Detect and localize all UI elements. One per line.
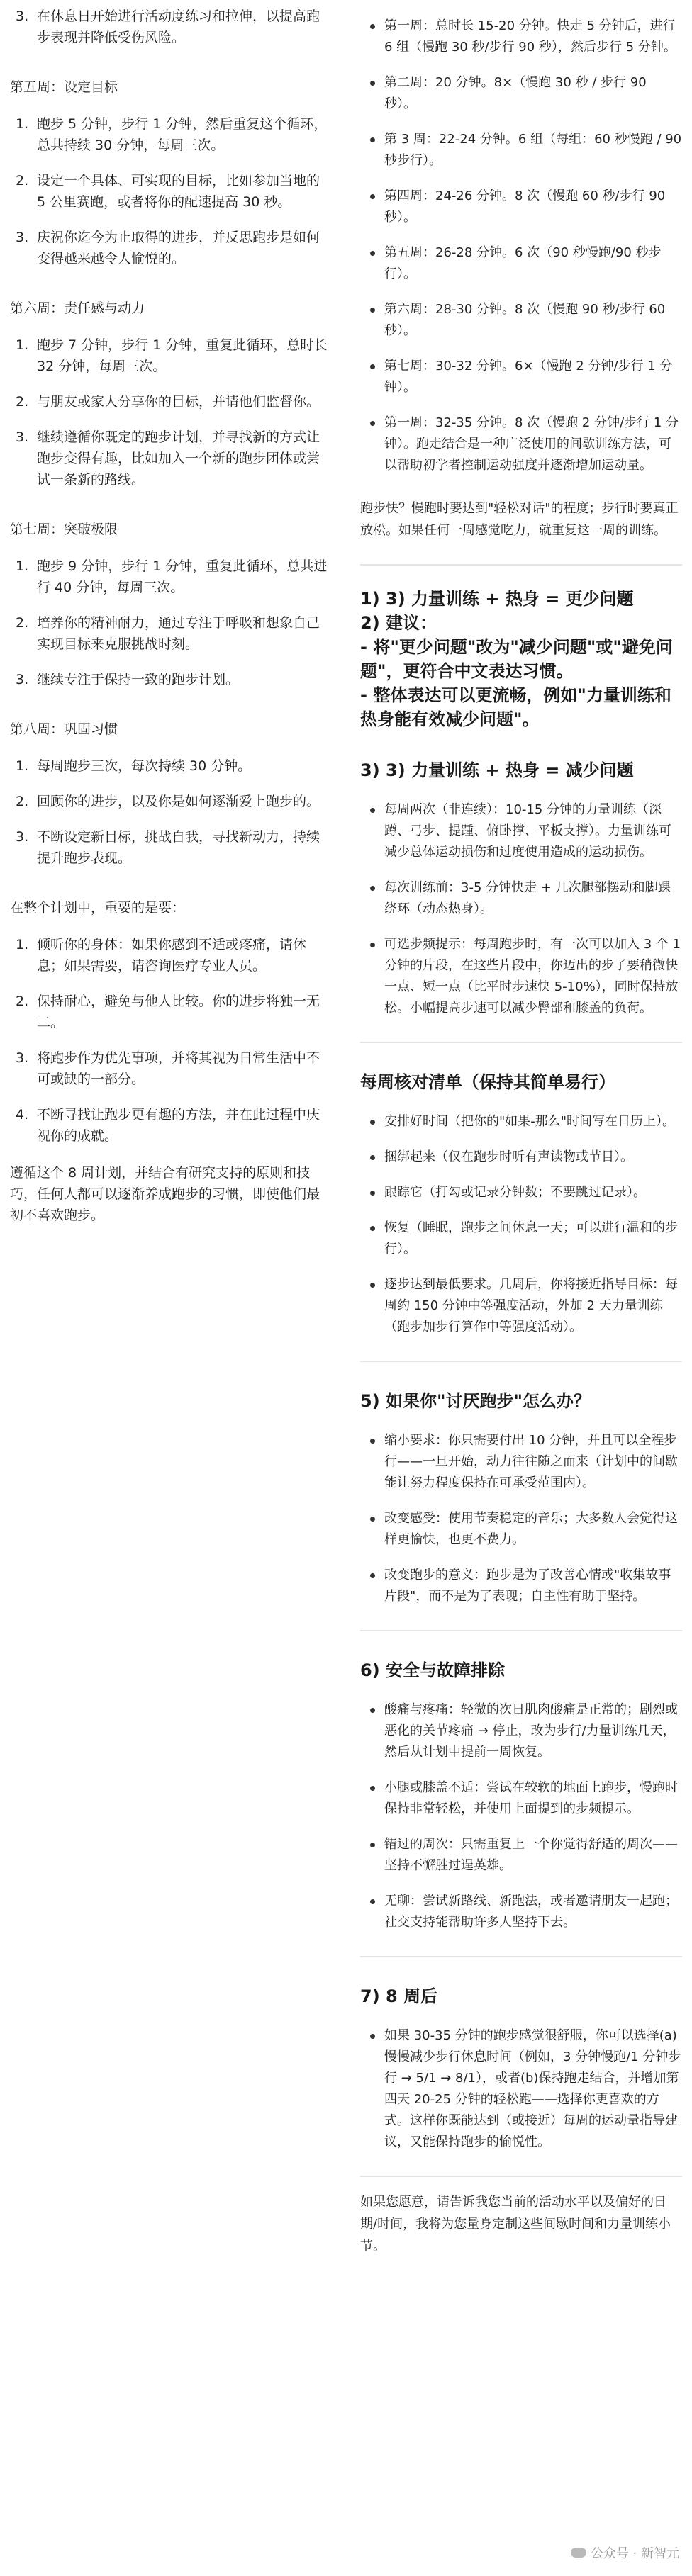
suggestion-line-1: - 将"更少问题"改为"减少问题"或"避免问题"，更符合中文表达习惯。	[360, 637, 673, 681]
list-item: 第二周：20 分钟。8×（慢跑 30 秒 / 步行 90 秒）。	[360, 72, 682, 115]
strength-list	[360, 799, 682, 1019]
week7-heading: 第七周：突破极限	[10, 522, 118, 537]
list-item: 第一周：32-35 分钟。8 次（慢跑 2 分钟/步行 1 分钟）。跑走结合是一种广泛使用的间歇训练方法，可以帮助初学者控制运动强度并逐渐增加运动量。	[360, 412, 682, 476]
suggestion-heading: 1) 3) 力量训练 + 热身 = 更少问题	[360, 589, 634, 609]
list-item: 第五周：26-28 分钟。6 次（90 秒慢跑/90 秒步行）。	[360, 242, 682, 285]
list-item: 可选步频提示：每周跑步时，有一次可以加入 3 个 1 分钟的片段，在这些片段中，你迈出的步子要稍微快一点、短一点（比平时步速快 5-10%），同时保持放松。小幅提高步速可以减少臀部和膝盖的负荷。	[360, 934, 682, 1019]
list-item: 每次训练前：3-5 分钟快走 + 几次腿部摆动和脚踝绕环（动态热身）。	[360, 877, 682, 920]
weekly-interval-list	[360, 16, 682, 476]
divider	[360, 1956, 682, 1957]
list-item: 2. 培养你的精神耐力，通过专注于呼吸和想象自己实现目标来克服挑战时刻。	[16, 615, 320, 652]
list-item: 捆绑起来（仅在跑步时听有声读物或节目）。	[360, 1147, 682, 1168]
list-item: 无聊：尝试新路线、新跑法，或者邀请朋友一起跑；社交支持能帮助许多人坚持下去。	[360, 1891, 682, 1933]
list-item: 1. 每周跑步三次，每次持续 30 分钟。	[16, 758, 252, 774]
list-item: 逐步达到最低要求。几周后，你将接近指导目标：每周约 150 分钟中等强度活动，外加 2 天力量训练（跑步加步行算作中等强度活动）。	[360, 1274, 682, 1338]
list-item: 错过的周次：只需重复上一个你觉得舒适的周次——坚持不懈胜过逞英雄。	[360, 1834, 682, 1877]
list-item: 3. 不断设定新目标，挑战自我，寻找新动力，持续提升跑步表现。	[16, 829, 320, 866]
speed-note: 跑步快？慢跑时要达到"轻松对话"的程度；步行时要真正放松。如果任何一周感觉吃力，就重复这一周的训练。	[360, 501, 679, 538]
list-item: 3. 继续专注于保持一致的跑步计划。	[16, 672, 240, 687]
after-8-weeks-list	[360, 2025, 682, 2153]
list-item: 1. 倾听你的身体：如果你感到不适或疼痛，请休息；如果需要，请咨询医疗专业人员。	[16, 937, 307, 974]
list-item: 1. 跑步 5 分钟，步行 1 分钟，然后重复这个循环，总共持续 30 分钟，每周三次。	[16, 116, 328, 153]
list-item: 跟踪它（打勾或记录分钟数；不要跳过记录）。	[360, 1182, 682, 1203]
hate-running-heading: 5) 如果你"讨厌跑步"怎么办？	[360, 1391, 591, 1411]
list-item: 安排好时间（把你的"如果-那么"时间写在日历上）。	[360, 1111, 682, 1132]
safety-list	[360, 1699, 682, 1933]
list-item: 第四周：24-26 分钟。8 次（慢跑 60 秒/步行 90 秒）。	[360, 186, 682, 228]
week7-list	[10, 556, 333, 690]
list-item: 第六周：28-30 分钟。8 次（慢跑 90 秒/步行 60 秒）。	[360, 299, 682, 342]
list-item: 第一周：总时长 15-20 分钟。快走 5 分钟后，进行 6 组（慢跑 30 秒/步行 90 秒），然后步行 5 分钟。	[360, 16, 682, 58]
divider	[360, 2176, 682, 2177]
closing-paragraph: 遵循这个 8 周计划，并结合有研究支持的原则和技巧，任何人都可以逐渐养成跑步的习惯，即使他们最初不喜欢跑步。	[10, 1165, 320, 1223]
list-item: 1. 跑步 9 分钟，步行 1 分钟，重复此循环，总共进行 40 分钟，每周三次。	[16, 558, 328, 595]
list-item: 1. 跑步 7 分钟，步行 1 分钟，重复此循环，总时长 32 分钟，每周三次。	[16, 337, 328, 374]
safety-heading: 6) 安全与故障排除	[360, 1660, 506, 1680]
suggestion-block	[360, 587, 682, 731]
divider	[360, 1361, 682, 1362]
right-column	[360, 0, 682, 2257]
divider	[360, 1630, 682, 1631]
divider	[360, 564, 682, 566]
checklist-heading: 每周核对清单（保持其简单易行）	[360, 1072, 615, 1092]
important-list	[10, 934, 333, 1147]
list-item: 每周两次（非连续）：10-15 分钟的力量训练（深蹲、弓步、提踵、俯卧撑、平板支撑）。力量训练可减少总体运动损伤和过度使用造成的运动损伤。	[360, 799, 682, 863]
suggestion-line-2: - 整体表达可以更流畅，例如"力量训练和热身能有效减少问题"。	[360, 685, 671, 729]
list-item: 4. 不断寻找让跑步更有趣的方法，并在此过程中庆祝你的成就。	[16, 1107, 320, 1144]
list-item: 2. 回顾你的进步，以及你是如何逐渐爱上跑步的。	[16, 794, 320, 809]
week5-heading: 第五周：设定目标	[10, 79, 118, 95]
divider	[360, 1042, 682, 1043]
list-item: 小腿或膝盖不适：尝试在较软的地面上跑步，慢跑时保持非常轻松，并使用上面提到的步频提示。	[360, 1777, 682, 1820]
list-item: 2. 设定一个具体、可实现的目标，比如参加当地的 5 公里赛跑，或者将你的配速提高 30 秒。	[16, 173, 320, 210]
wechat-logo-icon	[571, 2548, 586, 2558]
list-item: 第 3 周：22-24 分钟。6 组（每组：60 秒慢跑 / 90 秒步行）。	[360, 129, 682, 171]
list-item: 缩小要求：你只需要付出 10 分钟，并且可以全程步行——一旦开始，动力往往随之而来（计划中的间歇能让努力程度保持在可承受范围内）。	[360, 1430, 682, 1494]
list-item: 酸痛与疼痛：轻微的次日肌肉酸痛是正常的；剧烈或恶化的关节疼痛 → 停止，改为步行/力量训练几天，然后从计划中提前一周恢复。	[360, 1699, 682, 1763]
list-item: 3. 在休息日开始进行活动度练习和拉伸，以提高跑步表现并降低受伤风险。	[16, 9, 320, 45]
list-item: 第七周：30-32 分钟。6×（慢跑 2 分钟/步行 1 分钟）。	[360, 356, 682, 398]
list-item: 3. 庆祝你迄今为止取得的进步，并反思跑步是如何变得越来越令人愉悦的。	[16, 230, 320, 266]
suggestion-sub: 2) 建议：	[360, 613, 437, 633]
list-item: 改变感受：使用节奏稳定的音乐；大多数人会觉得这样更愉快，也更不费力。	[360, 1508, 682, 1551]
list-item: 3. 将跑步作为优先事项，并将其视为日常生活中不可或缺的一部分。	[16, 1050, 320, 1087]
important-heading: 在整个计划中，重要的是要：	[10, 900, 186, 916]
hate-running-list	[360, 1430, 682, 1607]
week4-tail-list	[10, 6, 333, 48]
week8-heading: 第八周：巩固习惯	[10, 721, 118, 737]
list-item: 改变跑步的意义：跑步是为了改善心情或"收集故事片段"，而不是为了表现；自主性有助于坚持。	[360, 1565, 682, 1607]
final-paragraph: 如果您愿意，请告诉我您当前的活动水平以及偏好的日期/时间，我将为您量身定制这些间歇时间和力量训练小节。	[360, 2195, 671, 2254]
left-column	[10, 0, 333, 1226]
week6-heading: 第六周：责任感与动力	[10, 300, 145, 316]
list-item: 2. 保持耐心，避免与他人比较。你的进步将独一无二。	[16, 994, 320, 1030]
after-8-weeks-heading: 7) 8 周后	[360, 1986, 438, 2006]
week8-list	[10, 755, 333, 869]
list-item: 恢复（睡眠，跑步之间休息一天；可以进行温和的步行）。	[360, 1217, 682, 1260]
strength-heading: 3) 3) 力量训练 + 热身 = 减少问题	[360, 760, 634, 780]
list-item: 3. 继续遵循你既定的跑步计划，并寻找新的方式让跑步变得有趣，比如加入一个新的跑步团体或尝试一条新的路线。	[16, 429, 320, 488]
week5-list	[10, 113, 333, 269]
checklist-list	[360, 1111, 682, 1338]
watermark-text: 公众号 · 新智元	[590, 2546, 679, 2561]
watermark	[571, 2543, 679, 2562]
list-item: 如果 30-35 分钟的跑步感觉很舒服，你可以选择(a)慢慢减少步行休息时间（例如，3 分钟慢跑/1 分钟步行 → 5/1 → 8/1），或者(b)保持跑走结合，并增加第四天 20-25 分钟的轻松跑——选择你更喜欢的方式。这样你既能达到（或接近）每周的运动量指导建议，又能保持跑步的愉悦性。	[360, 2025, 682, 2153]
week6-list	[10, 334, 333, 490]
list-item: 2. 与朋友或家人分享你的目标，并请他们监督你。	[16, 394, 320, 410]
